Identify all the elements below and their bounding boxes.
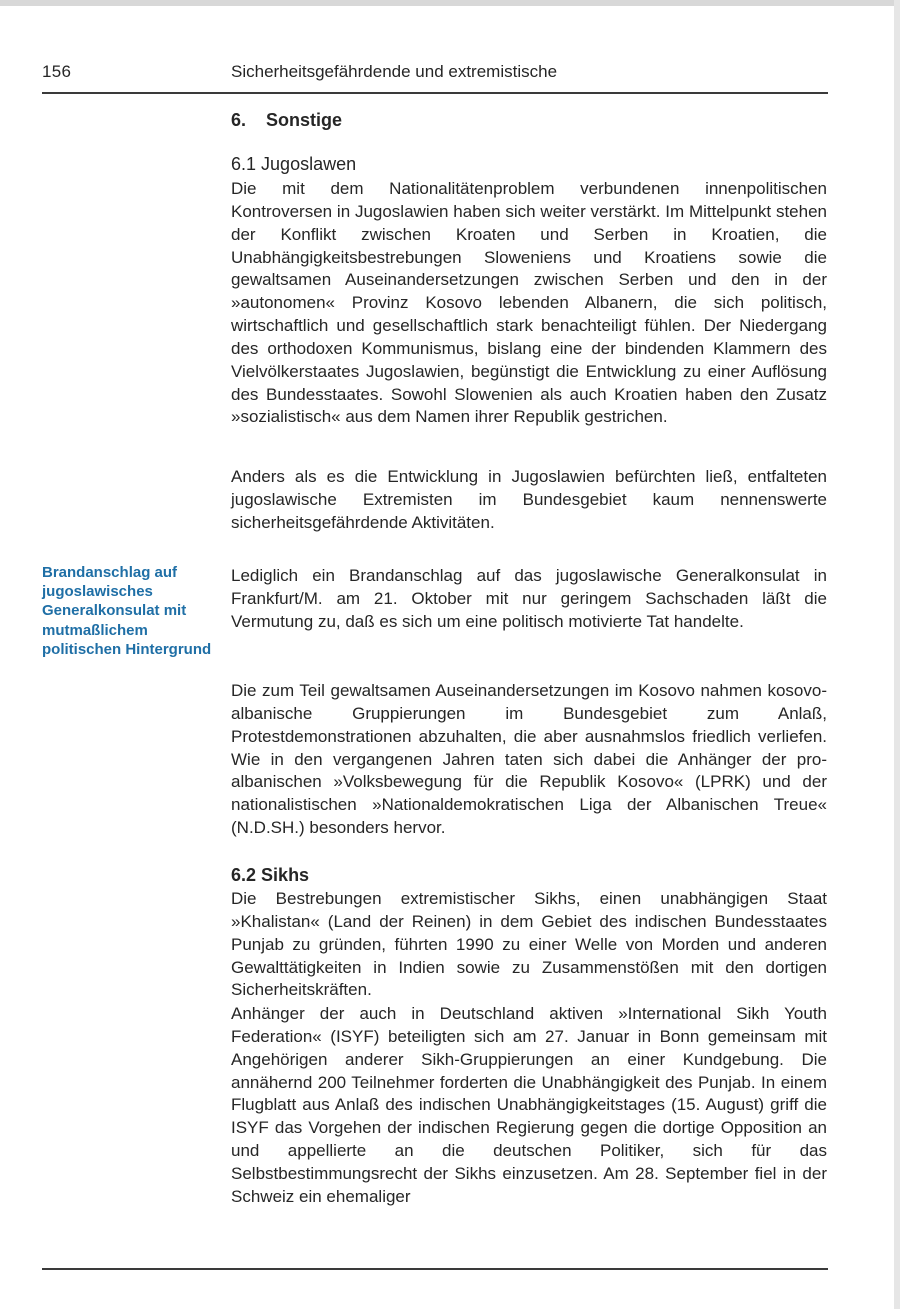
paragraph-isyf: Anhänger der auch in Deutschland aktiven »International Sikh Youth Federation« (ISYF) beteiligten sich am 27. Januar in Bonn gemeinsam mit Angehörigen anderer Sikh-Gruppierungen an einer Kundgebung. Die annähernd 200 Teilnehmer forderten die Unabhängigkeit des Punjab. In einem Flugblatt aus Anlaß des indischen Unabhängigkeitstages (15. August) griff die ISYF das Vorgehen der indischen Regierung gegen die dortige Opposition an und appellierte an die deutschen Politiker, sich für das Selbstbestimmungsrecht der Sikhs einzusetzen. Am 28. September fiel in der Schweiz ein ehemaliger [231,1004,827,1206]
paragraph-sikhs-intro: Die Bestrebungen extremistischer Sikhs, einen unabhängigen Staat »Khalistan« (Land der Reinen) in dem Gebiet des indischen Bundesstaates Punjab zu gründen, führten 1990 zu einer Welle von Morden und anderen Gewalttätigkeiten in Indien sowie zu Zusammenstößen mit den dortigen Sicherheitskräften. [231,889,827,1000]
paragraph-jugoslawen-intro: Die mit dem Nationalitätenproblem verbundenen innenpolitischen Kontroversen in Jugoslawien haben sich weiter verstärkt. Im Mittelpunkt stehen der Konflikt zwischen Kroaten und Serben in Kroatien, die Unabhängigkeitsbestrebungen Sloweniens und Kroatiens sowie die gewaltsamen Auseinandersetzungen zwischen Serben und den in der »autonomen« Provinz Kosovo lebenden Albanern, die sich politisch, wirtschaftlich und gesellschaftlich stark benachteiligt fühlen. Der Niedergang des orthodoxen Kommunismus, bislang eine der bindenden Klammern des Vielvölkerstaates Jugoslawien, begünstigt die Entwicklung zu einer Auflösung des Bundesstaates. Sowohl Slowenien als auch Kroatien haben den Zusatz »sozialistisch« aus dem Namen ihrer Republik gestrichen. [231,179,827,427]
paragraph-kosovo: Die zum Teil gewaltsamen Auseinandersetzungen im Kosovo nahmen kosovo-albanische Gruppierungen im Bundesgebiet zum Anlaß, Protestdemonstrationen abzuhalten, die aber ausnahmslos friedlich verliefen. Wie in den vergangenen Jahren taten sich dabei die Anhänger der pro-albanischen »Volksbewegung für die Republik Kosovo« (LPRK) und der nationalistischen »Nationaldemokratischen Liga der Albanischen Treue« (N.D.SH.) besonders hervor. [231,681,827,838]
subsection-heading: Sikhs [261,865,310,885]
subsection-heading: Jugoslawen [261,154,357,174]
page-number: 156 [42,62,72,81]
scan-edge-right [894,0,900,1309]
subsection-title-jugoslawen [231,154,356,175]
subsection-number: 6.2 [231,865,257,885]
paragraph-jugoslawen-extremists: Anders als es die Entwicklung in Jugoslawien befürchten ließ, entfalteten jugoslawische Extremisten im Bundesgebiet kaum nennenswerte sicherheitsgefährdende Aktivitäten. [231,467,827,532]
subsection-number: 6.1 [231,154,257,174]
margin-note-brandanschlag: Brandanschlag auf jugoslawisches Generalkonsulat mit mutmaßlichem politischen Hintergrund [42,564,212,658]
scan-edge-top [0,0,900,6]
footer-rule [42,1268,828,1270]
section-title: 6. Sonstige [231,110,343,130]
header-rule [42,92,828,94]
running-title: Sicherheitsgefährdende und extremistische [231,62,558,81]
paragraph-brandanschlag: Lediglich ein Brandanschlag auf das jugoslawische Generalkonsulat in Frankfurt/M. am 21. Oktober mit nur geringem Sachschaden läßt die Vermutung zu, daß es sich um eine politisch motivierte Tat handelte. [231,566,827,631]
subsection-title-sikhs [231,865,309,886]
